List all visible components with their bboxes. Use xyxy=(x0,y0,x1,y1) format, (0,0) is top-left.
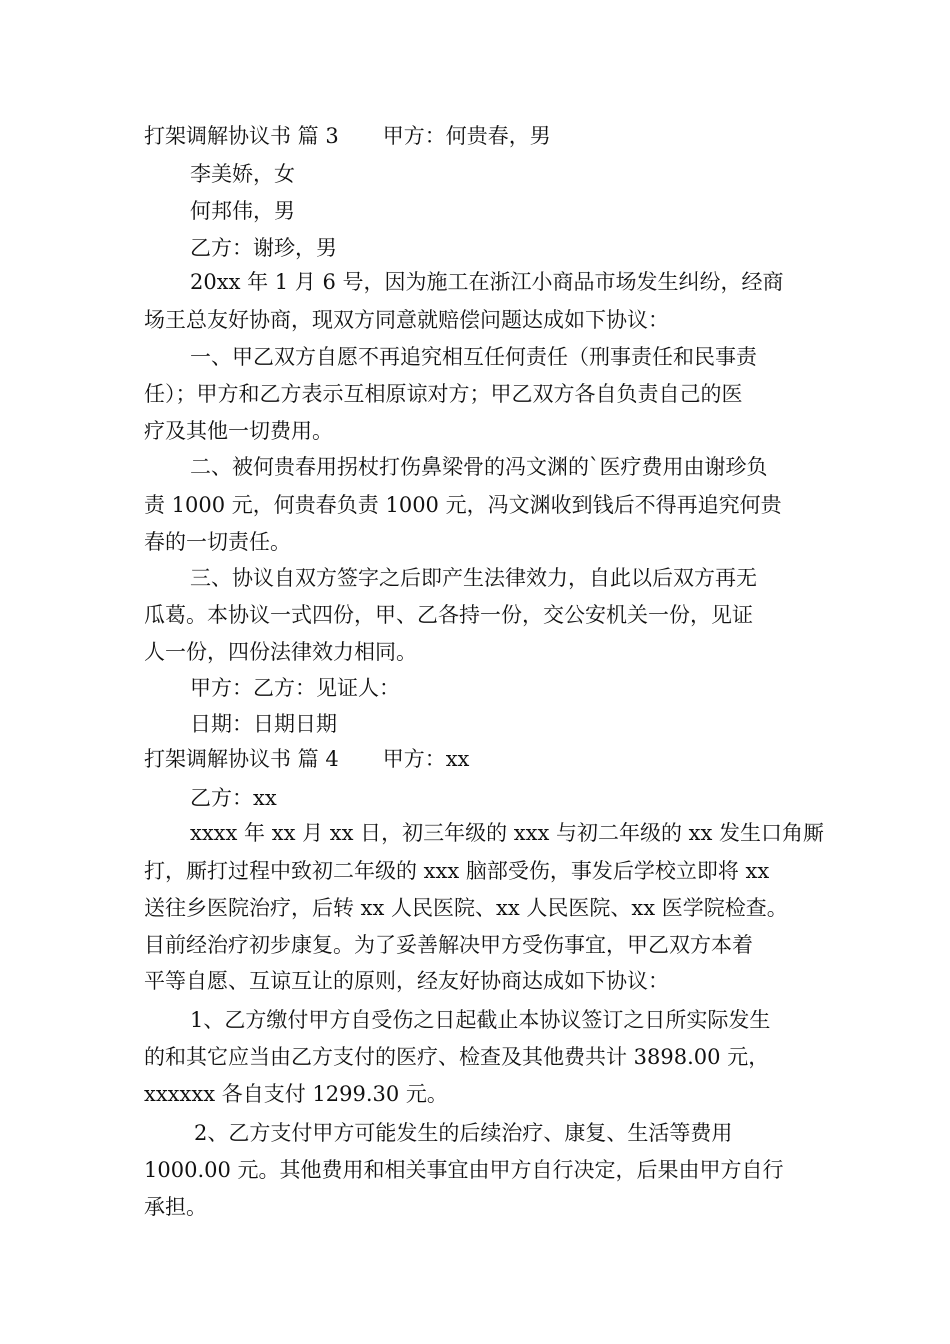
section-4-heading-line xyxy=(144,744,810,774)
section-3-clause-1-line: 疗及其他一切费用。 xyxy=(144,419,333,443)
section-3-party-a: 甲方：何贵春，男 xyxy=(382,124,551,148)
section-4-clause-2-line: 1000.00 元。其他费用和相关事宜由甲方自行决定，后果由甲方自行 xyxy=(144,1158,784,1182)
section-3-clause-2-line: 责 1000 元，何贵春负责 1000 元，冯文渊收到钱后不得再追究何贵 xyxy=(144,493,782,517)
section-4-intro-line: xxxx 年 xx 月 xx 日，初三年级的 xxx 与初二年级的 xx 发生口角厮 xyxy=(190,821,825,845)
section-3-clause-3-line: 三、协议自双方签字之后即产生法律效力，自此以后双方再无 xyxy=(190,566,757,590)
section-3-intro-line: 20xx 年 1 月 6 号，因为施工在浙江小商品市场发生纠纷，经商 xyxy=(190,270,784,294)
section-3-party-a-member-3: 何邦伟，男 xyxy=(190,199,295,223)
section-3-clause-2-line: 春的一切责任。 xyxy=(144,530,291,554)
section-3-date: 日期：日期日期 xyxy=(190,712,337,736)
section-4-title: 打架调解协议书 篇 4 xyxy=(144,747,339,771)
section-4-clause-1-line: 的和其它应当由乙方支付的医疗、检查及其他费共计 3898.00 元， xyxy=(144,1045,770,1069)
section-3-party-a-member-2: 李美娇，女 xyxy=(190,162,295,186)
section-3-clause-1-line: 任）；甲方和乙方表示互相原谅对方；甲乙双方各自负责自己的医 xyxy=(144,382,743,406)
section-4-clause-2-line: 承担。 xyxy=(144,1195,207,1219)
section-4-clause-2-line: 2、乙方支付甲方可能发生的后续治疗、康复、生活等费用 xyxy=(194,1121,733,1145)
section-4-party-b: 乙方：xx xyxy=(190,786,277,810)
section-4-intro-line: 送往乡医院治疗，后转 xx 人民医院、xx 人民医院、xx 医学院检查。 xyxy=(144,896,788,920)
section-4-intro-line: 目前经治疗初步康复。为了妥善解决甲方受伤事宜，甲乙双方本着 xyxy=(144,933,753,957)
section-3-signatures: 甲方：乙方：见证人： xyxy=(190,676,400,700)
section-4-intro-line: 平等自愿、互谅互让的原则，经友好协商达成如下协议： xyxy=(144,969,669,993)
section-4-intro-line: 打，厮打过程中致初二年级的 xxx 脑部受伤，事发后学校立即将 xx xyxy=(144,859,770,883)
section-3-heading-line xyxy=(144,121,810,151)
section-3-clause-3-line: 人一份，四份法律效力相同。 xyxy=(144,640,417,664)
section-4-party-a: 甲方：xx xyxy=(382,747,470,771)
section-4-clause-1-line: 1、乙方缴付甲方自受伤之日起截止本协议签订之日所实际发生 xyxy=(190,1008,771,1032)
section-3-clause-2-line: 二、被何贵春用拐杖打伤鼻梁骨的冯文渊的`医疗费用由谢珍负 xyxy=(190,455,768,479)
section-3-title: 打架调解协议书 篇 3 xyxy=(144,124,339,148)
section-4-clause-1-line: xxxxxx 各自支付 1299.30 元。 xyxy=(144,1082,448,1106)
section-3-intro-line: 场王总友好协商，现双方同意就赔偿问题达成如下协议： xyxy=(144,308,669,332)
section-3-clause-3-line: 瓜葛。本协议一式四份，甲、乙各持一份，交公安机关一份，见证 xyxy=(144,603,753,627)
section-3-clause-1-line: 一、甲乙双方自愿不再追究相互任何责任（刑事责任和民事责 xyxy=(190,345,757,369)
section-3-party-b: 乙方：谢珍，男 xyxy=(190,236,337,260)
